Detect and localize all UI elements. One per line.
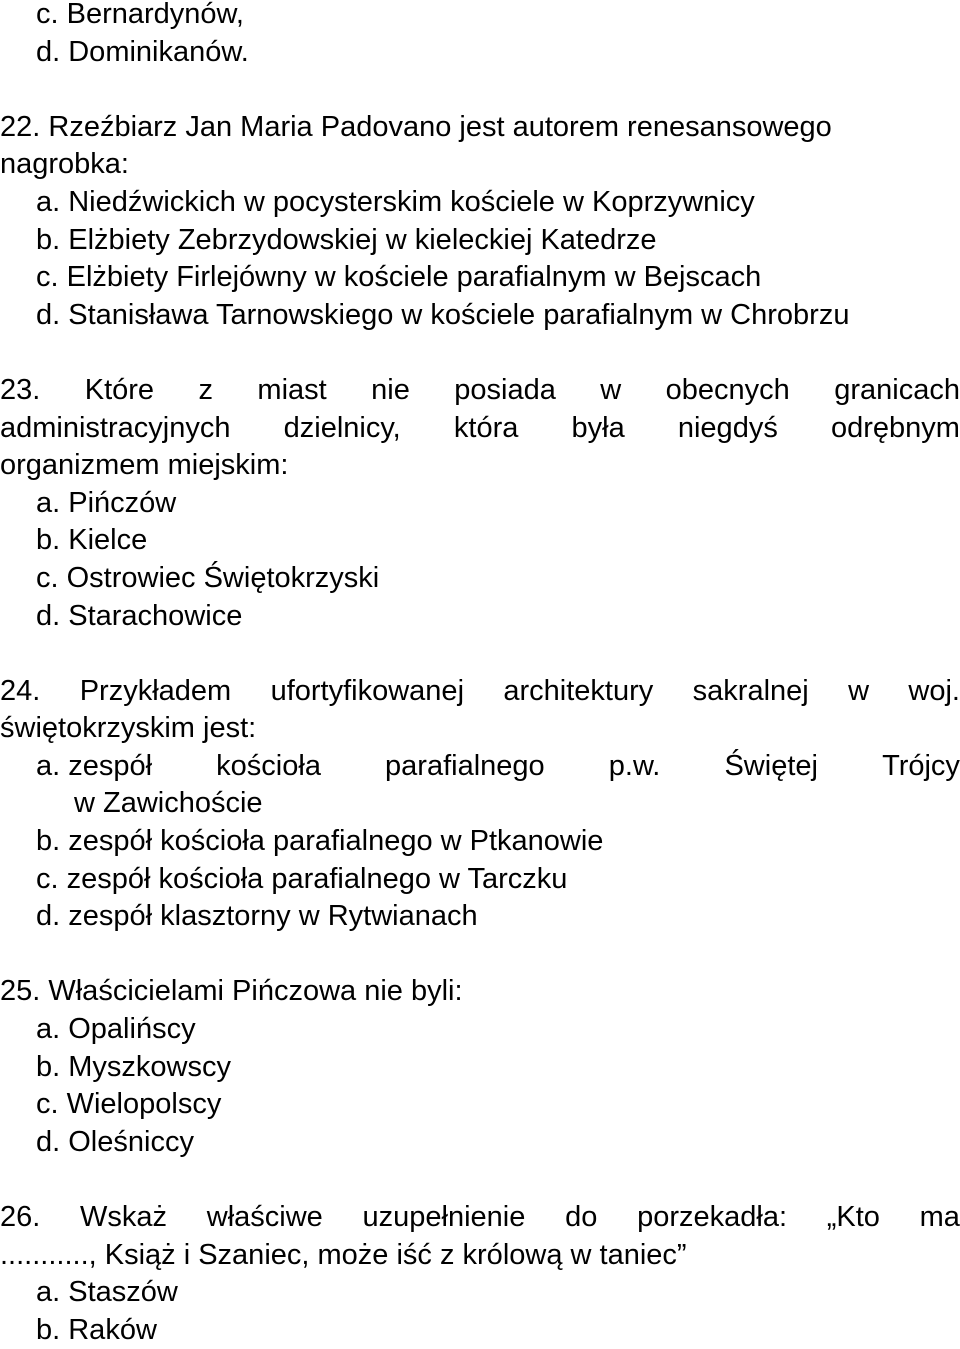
q24-question-line-2: świętokrzyskim jest: [0,712,257,745]
spacer [0,635,960,673]
q22-option-b: b. Elżbiety Zebrzydowskiej w kieleckiej Katedrze [36,223,657,256]
q26-question-line-1 [0,1199,960,1237]
q23-option-d: d. Starachowice [36,599,243,632]
word: ufortyfikowanej [270,674,465,707]
word: 24. [0,674,41,707]
q26-question-line-2: ..........., Książ i Szaniec, może iść z królową w taniec” [0,1238,687,1271]
word: uzupełnienie [362,1201,526,1233]
word: Świętej [724,749,818,782]
q22-option-a: a. Niedźwickich w pocysterskim kościele w Koprzywnicy [36,185,755,218]
word: która [453,411,519,444]
word: sakralnej [692,674,809,707]
word: parafialnego [385,749,545,782]
q24-option-c: c. zespół kościoła parafialnego w Tarczku [36,862,568,895]
word: Które [84,373,155,406]
word: administracyjnych [0,411,231,444]
word: nie [371,373,410,406]
q24-option-a-continued: w Zawichoście [74,787,263,820]
q25-question-line-1: 25. Właścicielami Pińczowa nie byli: [0,975,463,1008]
q23-option-a: a. Pińczów [36,486,177,519]
spacer [0,1161,960,1199]
word: porzekadła: [637,1201,788,1233]
q24-option-b: b. zespół kościoła parafialnego w Ptkanowie [36,825,604,858]
word: p.w. [608,749,661,782]
spacer [0,71,960,109]
word: była [571,411,625,444]
word: obecnych [665,373,790,406]
spacer [0,334,960,372]
word: Wskaż [80,1201,168,1233]
q22-option-c: c. Elżbiety Firlejówny w kościele parafialnym w Bejscach [36,261,762,294]
q24-option-d: d. zespół klasztorny w Rytwianach [36,900,478,933]
word: 23. [0,373,41,406]
word: niegdyś [677,411,778,444]
q22-question-line-2: nagrobka: [0,148,129,181]
word: Trójcy [882,749,960,782]
word: kościoła [216,749,321,782]
q26-option-a: a. Staszów [36,1276,178,1309]
word: odrębnym [830,411,960,444]
word: w [848,674,870,707]
q21-option-d: d. Dominikanów. [36,35,249,68]
q25-option-a: a. Opalińscy [36,1013,196,1046]
q25-option-b: b. Myszkowscy [36,1050,231,1083]
word: właściwe [206,1201,323,1233]
word: dzielnicy, [283,411,401,444]
q22-question-line-1: 22. Rzeźbiarz Jan Maria Padovano jest autorem renesansowego [0,110,832,143]
word: 26. [0,1201,41,1233]
word: woj. [908,674,960,707]
q23-option-c: c. Ostrowiec Świętokrzyski [36,561,380,594]
q21-option-c: c. Bernardynów, [36,0,244,30]
word: z [198,373,213,406]
q23-option-b: b. Kielce [36,524,148,557]
word: a. zespół [36,749,153,782]
q23-question-line-2 [0,410,960,448]
q23-question-line-3: organizmem miejskim: [0,449,289,482]
word: miast [257,373,327,406]
q24-option-a [0,748,960,786]
word: architektury [503,674,654,707]
word: „Kto [826,1201,880,1233]
q22-option-d: d. Stanisława Tarnowskiego w kościele parafialnym w Chrobrzu [36,298,850,331]
q26-option-b: b. Raków [36,1313,157,1346]
spacer [0,936,960,974]
word: Przykładem [79,674,232,707]
q25-option-d: d. Oleśniccy [36,1125,194,1158]
word: w [600,373,622,406]
word: ma [919,1201,960,1233]
q24-question-line-1 [0,673,960,711]
q25-option-c: c. Wielopolscy [36,1088,222,1121]
word: granicach [834,373,960,406]
word: do [565,1201,598,1233]
q23-question-line-1 [0,372,960,410]
word: posiada [454,373,556,406]
